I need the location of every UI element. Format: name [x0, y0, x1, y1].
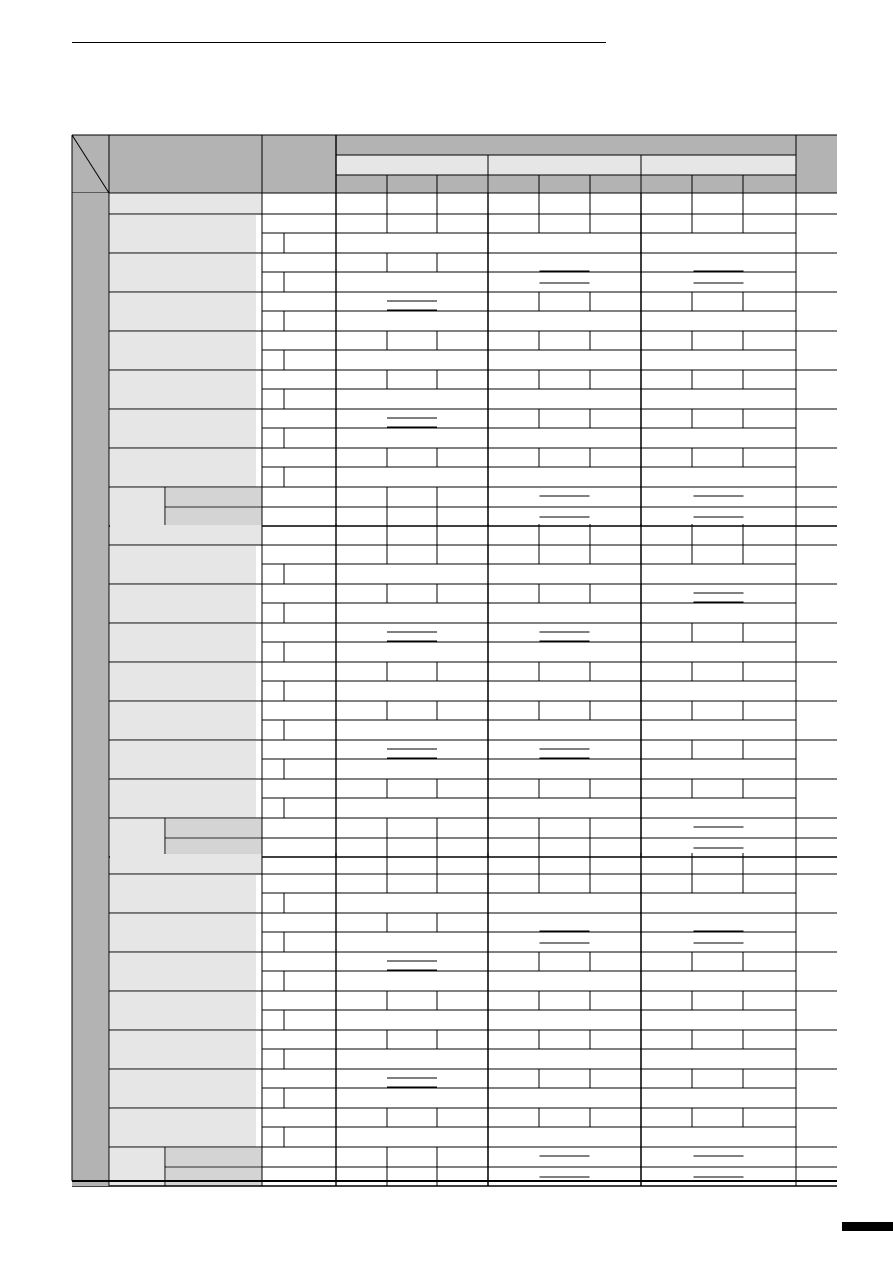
row-label-cell — [110, 546, 256, 584]
header-group-band — [336, 155, 796, 175]
row-label-cell — [110, 663, 256, 701]
row-label-cell — [110, 449, 256, 487]
split-sublabel-cell — [166, 508, 262, 526]
row-label-cell — [110, 780, 256, 818]
row-label-cell — [110, 914, 256, 952]
section-label-cell — [72, 524, 109, 857]
row-label-cell — [110, 702, 256, 740]
row-label-cell — [110, 525, 262, 545]
row-label-cell — [110, 254, 256, 292]
section-label-cell — [72, 853, 109, 1186]
row-label-cell — [110, 953, 256, 991]
row-label-cell — [110, 854, 262, 874]
split-sublabel-cell — [166, 1168, 262, 1186]
section-label-cell — [72, 193, 109, 526]
split-sublabel-cell — [166, 488, 262, 506]
header-title-band — [336, 135, 796, 155]
row-label-cell — [110, 293, 256, 331]
row-label-cell — [110, 1070, 256, 1108]
row-label-cell — [110, 875, 256, 913]
row-label-cell — [110, 624, 256, 662]
row-label-cell — [110, 194, 262, 214]
split-label-cell — [110, 488, 165, 526]
page-number-tab — [842, 1222, 893, 1231]
row-label-cell — [110, 215, 256, 253]
header-remarks-cell — [796, 135, 837, 193]
row-label-cell — [110, 371, 256, 409]
header-unit-cell — [262, 135, 336, 193]
row-label-cell — [110, 1031, 256, 1069]
split-sublabel-cell — [166, 1148, 262, 1166]
row-label-cell — [110, 585, 256, 623]
row-label-cell — [110, 741, 256, 779]
split-sublabel-cell — [166, 819, 262, 837]
header-item-cell — [109, 135, 262, 193]
row-label-cell — [110, 992, 256, 1030]
row-label-cell — [110, 1109, 256, 1147]
row-label-cell — [110, 410, 256, 448]
row-label-cell — [110, 332, 256, 370]
split-label-cell — [110, 819, 165, 857]
header-subcolumn-band — [336, 175, 796, 193]
